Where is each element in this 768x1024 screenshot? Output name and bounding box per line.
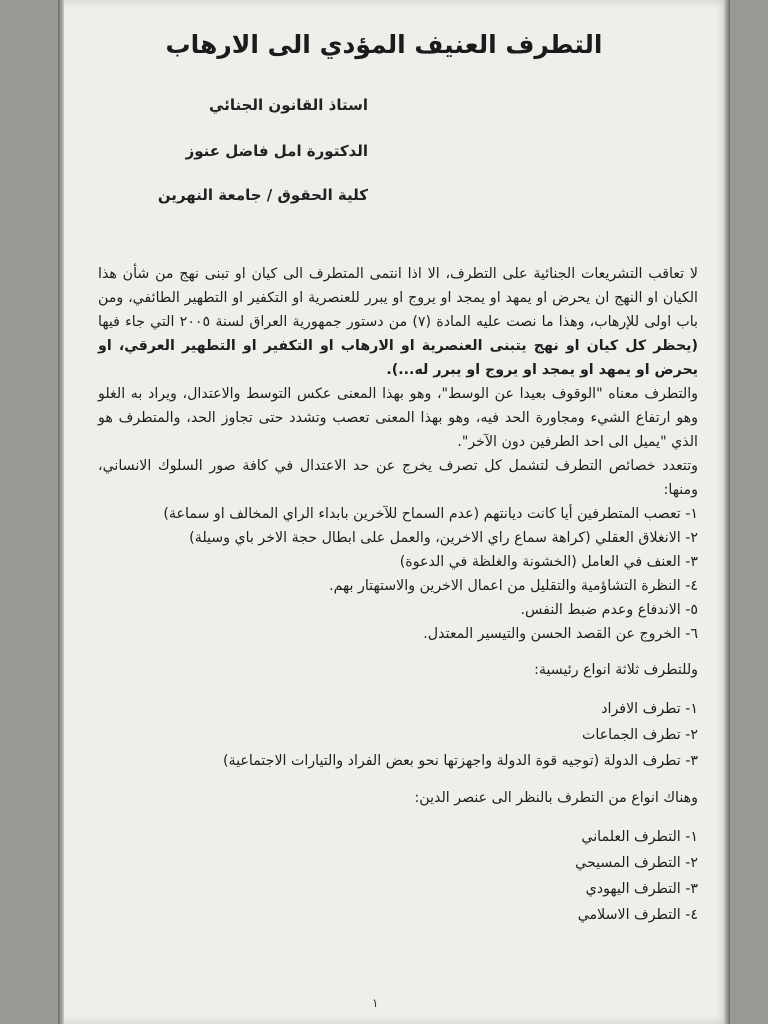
- intro-text: لا تعاقب التشريعات الجنائية على التطرف، الا اذا انتمى المتطرف الى كيان او تبنى نهج من شأن هذا الكيان او النهج ان يحرض او يمهد او يمجد او يروج او يبرر للعنصرية او التكفير او التطهير الطائفي، ومن باب اولى للإرهاب، وهذا ما نصت عليه المادة (٧) من دستور جمهورية العراق لسنة ٢٠٠٥ التي جاء فيها: [98, 266, 699, 330]
- list-item: ٤- النظرة التشاؤمية والتقليل من اعمال الاخرين والاستهتار بهم.: [329, 578, 698, 594]
- religion-types-list: [98, 824, 698, 928]
- list-item: ٣- العنف في العامل (الخشونة والغلظة في الدعوة): [399, 554, 698, 570]
- characteristics-list: [98, 502, 698, 646]
- intro-quote-bold: (يحظر كل كيان او نهج يتبنى العنصرية او الارهاب او التكفير او التطهير العرقي، او يحرض او يمهد او يمجد او يروج او يبرر له...).: [98, 338, 698, 378]
- author-position: استاذ القانون الجنائي: [209, 96, 368, 114]
- list-item: ٦- الخروج عن القصد الحسن والتيسير المعتدل.: [423, 626, 698, 642]
- types-list: [98, 696, 698, 774]
- document-body: [98, 262, 698, 928]
- characteristics-intro: وتتعدد خصائص التطرف لتشمل كل تصرف يخرج عن حد الاعتدال في كافة صور السلوك الانساني، ومنها:: [98, 458, 698, 498]
- list-item: ٢- الانغلاق العقلي (كراهة سماع راي الاخرين، والعمل على ابطال حجة الاخر باي وسيلة): [189, 530, 698, 546]
- list-item: ٢- التطرف المسيحي: [575, 855, 698, 871]
- list-item: ١- التطرف العلماني: [581, 829, 698, 845]
- list-item: ١- تطرف الافراد: [601, 701, 698, 717]
- author-name: الدكتورة امل فاضل عنوز: [185, 142, 368, 160]
- page-number: ١: [372, 996, 379, 1010]
- document-title: التطرف العنيف المؤدي الى الارهاب: [165, 30, 603, 59]
- list-item: ١- تعصب المتطرفين أيا كانت ديانتهم (عدم السماح للآخرين بابداء الراي المخالف او سماعة): [163, 506, 698, 522]
- list-item: ٥- الاندفاع وعدم ضبط النفس.: [520, 602, 698, 618]
- list-item: ٢- تطرف الجماعات: [582, 727, 698, 743]
- intro-paragraph: [98, 262, 698, 382]
- religion-intro: وهناك انواع من التطرف بالنظر الى عنصر الدين:: [414, 790, 698, 806]
- list-item: ٣- تطرف الدولة (توجيه قوة الدولة واجهزتها نحو بعض الفراد والتيارات الاجتماعية): [222, 753, 698, 769]
- author-affiliation: كلية الحقوق / جامعة النهرين: [157, 186, 368, 204]
- list-item: ٣- التطرف اليهودي: [585, 881, 698, 897]
- definition-paragraph: والتطرف معناه "الوقوف بعيدا عن الوسط"، وهو بهذا المعنى عكس التوسط والاعتدال، ويراد به الغلو وهو ارتفاع الشيء ومجاورة الحد فيه، وهو بهذا المعنى تعصب وتشدد حتى تجاوز الحد، والمتطرف هو الذي "يميل الى احد الطرفين دون الآخر".: [98, 386, 698, 450]
- types-intro: وللتطرف ثلاثة انواع رئيسية:: [534, 662, 698, 678]
- list-item: ٤- التطرف الاسلامي: [577, 907, 698, 923]
